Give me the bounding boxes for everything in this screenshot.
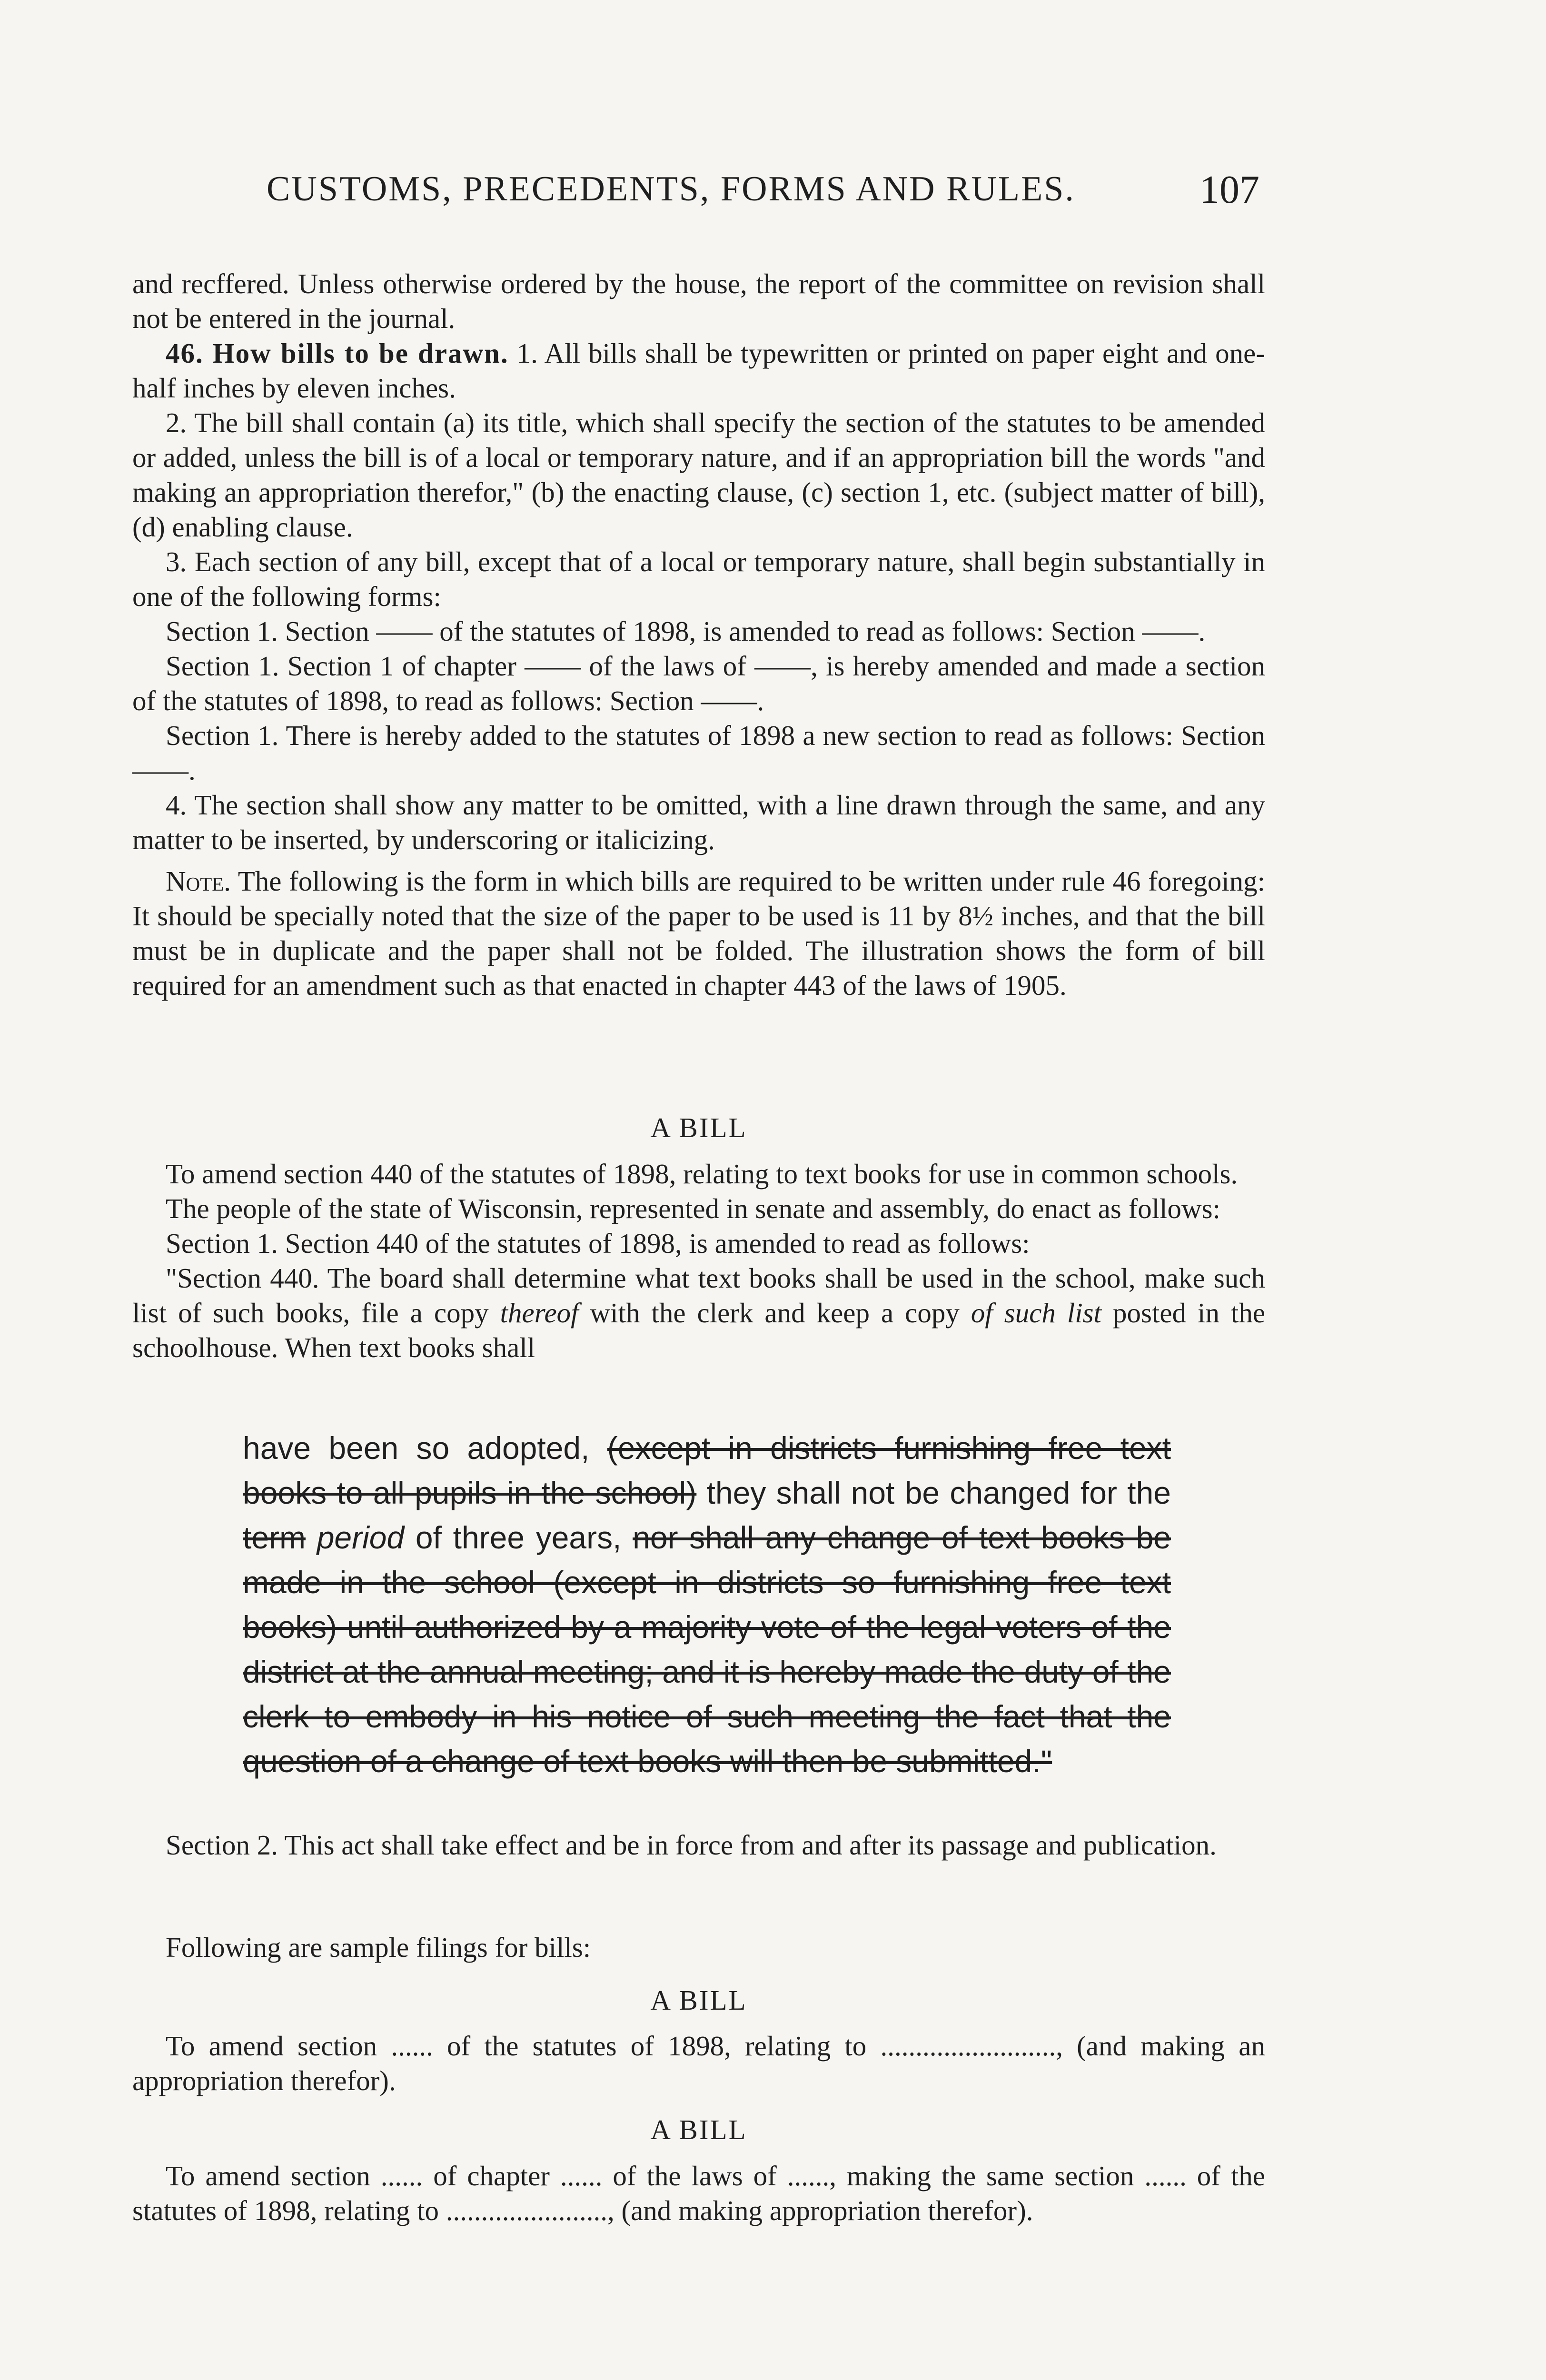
note-paragraph bbox=[132, 864, 1265, 1003]
bill-1-title: To amend section 440 of the statutes of 1898, relating to text books for use in common schools. bbox=[166, 1158, 1238, 1190]
form-2: Section 1. Section 1 of chapter —— of the laws of ——, is hereby amended and made a section of the statutes of 1898, to read as follows: Section ——. bbox=[132, 650, 1265, 716]
inserted-words-of-such-list: of such list bbox=[971, 1297, 1102, 1329]
rule-46-item-3: 3. Each section of any bill, except that of a local or temporary nature, shall begin substantially in one of the following forms: bbox=[132, 546, 1265, 612]
sample-filings-text: Following are sample filings for bills: bbox=[166, 1932, 591, 1963]
retained-text-2: they shall not be changed for the bbox=[706, 1475, 1171, 1510]
page-number: 107 bbox=[1199, 168, 1259, 212]
bill-1-heading: A BILL bbox=[650, 1112, 747, 1143]
section-440-text-c: posted in the schoolhouse. When text books shall bbox=[132, 1297, 1266, 1363]
retained-text-3: of three years, bbox=[415, 1520, 622, 1555]
bill-1-section-2 bbox=[132, 1828, 1265, 1863]
rule-46-heading: 46. How bills to be drawn. bbox=[166, 337, 509, 369]
bill-3-text: To amend section ...... of chapter ...... of the laws of ......, making the same section ...... of the statutes of 1898, relating to ......................., (and making appropriation therefor). bbox=[132, 2160, 1265, 2226]
rule-46-item-4: 4. The section shall show any matter to be omitted, with a line drawn through the same, and any matter to be inserted, by underscoring or italicizing. bbox=[132, 789, 1265, 855]
note-text: The following is the form in which bills are required to be written under rule 46 foregoing: It should be specially noted that the size of the paper to be used is 11 by 8½ inches, and that the bill must be in duplicate and the paper shall not be folded. The illustration shows the form of bill required for an amendment such as that enacted in chapter 443 of the laws of 1905. bbox=[132, 865, 1265, 1001]
bill-3-heading: A BILL bbox=[650, 2114, 747, 2145]
bill-1-body bbox=[132, 1157, 1265, 1365]
bill-1-enacting-clause: The people of the state of Wisconsin, represented in senate and assembly, do enact as follows: bbox=[166, 1193, 1221, 1224]
bill-1-section-440 bbox=[132, 1261, 1265, 1365]
section-440-text-b: with the clerk and keep a copy bbox=[590, 1297, 960, 1329]
inserted-word-period: period bbox=[317, 1520, 405, 1555]
struck-text-1: (except in districts furnishing free text books to all pupils in the school) bbox=[243, 1430, 1171, 1510]
section-440-text-a: "Section 440. The board shall determine what text books shall be used in the school, make such list of such books, file a copy bbox=[132, 1262, 1265, 1329]
retained-text-1: have been so adopted, bbox=[243, 1430, 590, 1466]
rules-section bbox=[132, 267, 1265, 1003]
note-label: Note. bbox=[166, 865, 231, 897]
struck-word-term: term bbox=[243, 1520, 306, 1555]
bill-1-section-2-text: Section 2. This act shall take effect and be in force from and after its passage and publication. bbox=[166, 1829, 1217, 1861]
struck-text-2: nor shall any change of text books be made in the school (except in districts so furnishing free text books) until authorized by a majority vote of the legal voters of the district at the annual meeting; and it is hereby made the duty of the clerk to embody in his notice of such meeting the fact that the question of a change of text books will then be submitted." bbox=[243, 1520, 1171, 1779]
form-1: Section 1. Section —— of the statutes of 1898, is amended to read as follows: Section ——. bbox=[166, 615, 1206, 647]
bill-2-body bbox=[132, 2029, 1265, 2098]
rule-46-item-2: 2. The bill shall contain (a) its title, which shall specify the section of the statutes to be amended or added, unless the bill is of a local or temporary nature, and if an appropriation bill the words "and making an appropriation therefor," (b) the enacting clause, (c) section 1, etc. (subject matter of bill), (d) enabling clause. bbox=[132, 407, 1265, 543]
bill-2-heading: A BILL bbox=[650, 1984, 747, 2016]
sample-filings-intro bbox=[132, 1930, 1265, 1965]
bill-1-section-1: Section 1. Section 440 of the statutes of 1898, is amended to read as follows: bbox=[166, 1228, 1030, 1259]
bill-1-amended-text bbox=[243, 1426, 1171, 1784]
rule-46-item-1-text: 1. All bills shall be typewritten or printed on paper eight and one-half inches by eleven inches. bbox=[132, 337, 1266, 404]
paragraph-revision: and recffered. Unless otherwise ordered by the house, the report of the committee on revision shall not be entered in the journal. bbox=[132, 268, 1265, 334]
form-3: Section 1. There is hereby added to the statutes of 1898 a new section to read as follows: Section ——. bbox=[132, 720, 1265, 786]
bill-3-body bbox=[132, 2159, 1265, 2228]
bill-2-text: To amend section ...... of the statutes of 1898, relating to ........................., (and making an appropriation therefor). bbox=[132, 2030, 1265, 2096]
running-header: CUSTOMS, PRECEDENTS, FORMS AND RULES. bbox=[267, 169, 1075, 208]
inserted-word-thereof: thereof bbox=[500, 1297, 579, 1329]
rule-46-item-1 bbox=[132, 336, 1265, 406]
